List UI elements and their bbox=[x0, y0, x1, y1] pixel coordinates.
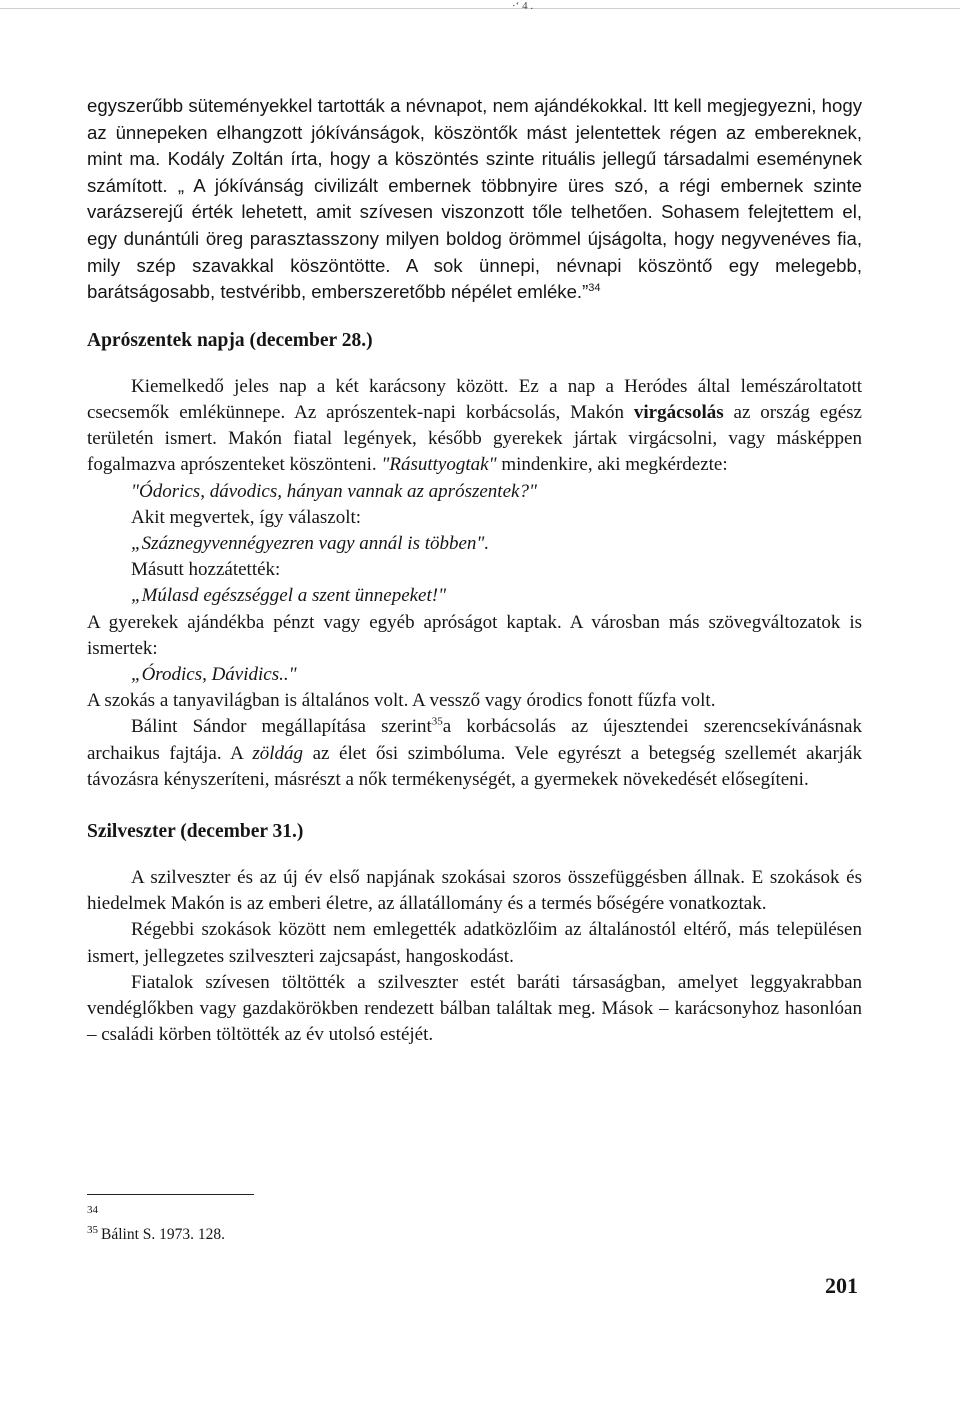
footnote-number: 34 bbox=[87, 1203, 98, 1216]
text-segment: az élet ősi szimbóluma. Vele egyrészt a betegség szellemét akarják távozásra kényszeríteni, másrészt a nők termékenységét, a gyermekek növekedését elősegíteni. bbox=[87, 742, 862, 790]
heading-szilveszter: Szilveszter (december 31.) bbox=[87, 821, 304, 842]
italic-term: zöldág bbox=[252, 742, 304, 764]
paragraph-aproszentek-1 bbox=[87, 374, 862, 479]
paragraph-gift: A gyerekek ajándékba pénzt vagy egyéb apróságot kaptak. A városban más szövegváltozatok is ismertek: bbox=[87, 611, 862, 659]
header-mark: ·‘ 4 . bbox=[512, 0, 534, 12]
line-reply: Akit megvertek, így válaszolt: bbox=[131, 506, 362, 528]
quote-orodics: „Órodics, Dávidics.." bbox=[131, 663, 297, 685]
quote-mulasd: „Múlasd egészséggel a szent ünnepeket!" bbox=[131, 585, 447, 607]
paragraph-tanya: A szokás a tanyavilágban is általános volt. A vessző vagy órodics fonott fűzfa volt. bbox=[87, 690, 716, 712]
footnote-text: Bálint S. 1973. 128. bbox=[101, 1226, 226, 1243]
paragraph-intro-text: egyszerűbb süteményekkel tartották a névnapot, nem ajándékokkal. Itt kell megjegyezni, hogy az ünnepeken elhangzott jókívánságok, köszöntők mást jelentettek régen az embereknek, mint ma. Kodály Zoltán írta, hogy a köszöntés szinte rituális jellegű társadalmi eseménynek számított. „ A jókívánság civilizált embernek többnyire üres szó, a régi embernek szinte varázserejű érték lehetett, amit szívesen viszonzott tőle telhetően. Sohasem felejtettem el, egy dunántúli öreg parasztasszony milyen boldog örömmel újságolta, hogy negyvenéves fia, mily szép szavakkal köszöntötte. A sok ünnepi, névnapi köszöntő egy melegebb, barátságosabb, testvéribb, emberszeretőbb népélet emléke.” bbox=[87, 95, 862, 303]
paragraph-szilveszter-3: Fiatalok szívesen töltötték a szilveszter estét baráti társaságban, amelyet leggyakrabban vendéglőkben vagy gazdakörökben rendezett bálban találtak meg. Mások – karácsonyhoz hasonlóan – családi körben töltötték az év utolsó estéjét. bbox=[87, 971, 862, 1046]
footnote-ref-35: 35 bbox=[431, 716, 443, 729]
paragraph-szilveszter-1: A szilveszter és az új év első napjának szokásai szoros összefüggésben állnak. E szokások és hiedelmek Makón is az emberi életre, az állatállomány és a termés bőségére vonatkoztak. bbox=[87, 867, 862, 915]
footnote-rule bbox=[87, 1194, 254, 1195]
bold-term: virgácsolás bbox=[633, 401, 724, 423]
text-segment: a korbácsolás az újesztendei szerencsekívánásnak archaikus fajtája. A bbox=[87, 716, 862, 764]
text-segment: Kiemelkedő jeles nap a két karácsony között. Ez a nap a Heródes által lemészároltatott csecsemők emlékünnepe. Az aprószentek-napi korbácsolás, Makón bbox=[87, 375, 862, 423]
heading-aproszentek: Aprószentek napja (december 28.) bbox=[87, 329, 373, 351]
footnote-number: 35 bbox=[87, 1223, 98, 1236]
quote-szaznegyven: „Száznegyvennégyezren vagy annál is többen". bbox=[131, 532, 490, 554]
page-body bbox=[87, 93, 862, 1048]
footnote-35 bbox=[87, 1223, 226, 1244]
italic-term: "Rásuttyogtak" bbox=[381, 454, 497, 476]
paragraph-balint bbox=[87, 714, 862, 793]
line-added: Másutt hozzátették: bbox=[131, 559, 281, 581]
footnote-34 bbox=[87, 1203, 101, 1224]
text-segment: Bálint Sándor megállapítása szerint bbox=[131, 716, 432, 738]
footnote-ref-34: 34 bbox=[588, 281, 601, 294]
page-number: 201 bbox=[825, 1273, 858, 1298]
paragraph-szilveszter-2: Régebbi szokások között nem emlegették adatközlőim az általánostól eltérő, más településen ismert, jellegzetes szilveszteri zajcsapást, hangoskodást. bbox=[87, 919, 862, 967]
text-segment: az ország egész területén ismert. Makón fiatal legények, később gyerekek jártak virgácsolni, vagy másképpen fogalmazva aprószenteket köszönteni. bbox=[87, 401, 862, 476]
quote-odorics: "Ódorics, dávodics, hányan vannak az aprószentek?" bbox=[131, 480, 537, 502]
text-segment: mindenkire, aki megkérdezte: bbox=[496, 454, 728, 476]
top-rule bbox=[0, 8, 960, 9]
paragraph-intro bbox=[87, 93, 862, 306]
